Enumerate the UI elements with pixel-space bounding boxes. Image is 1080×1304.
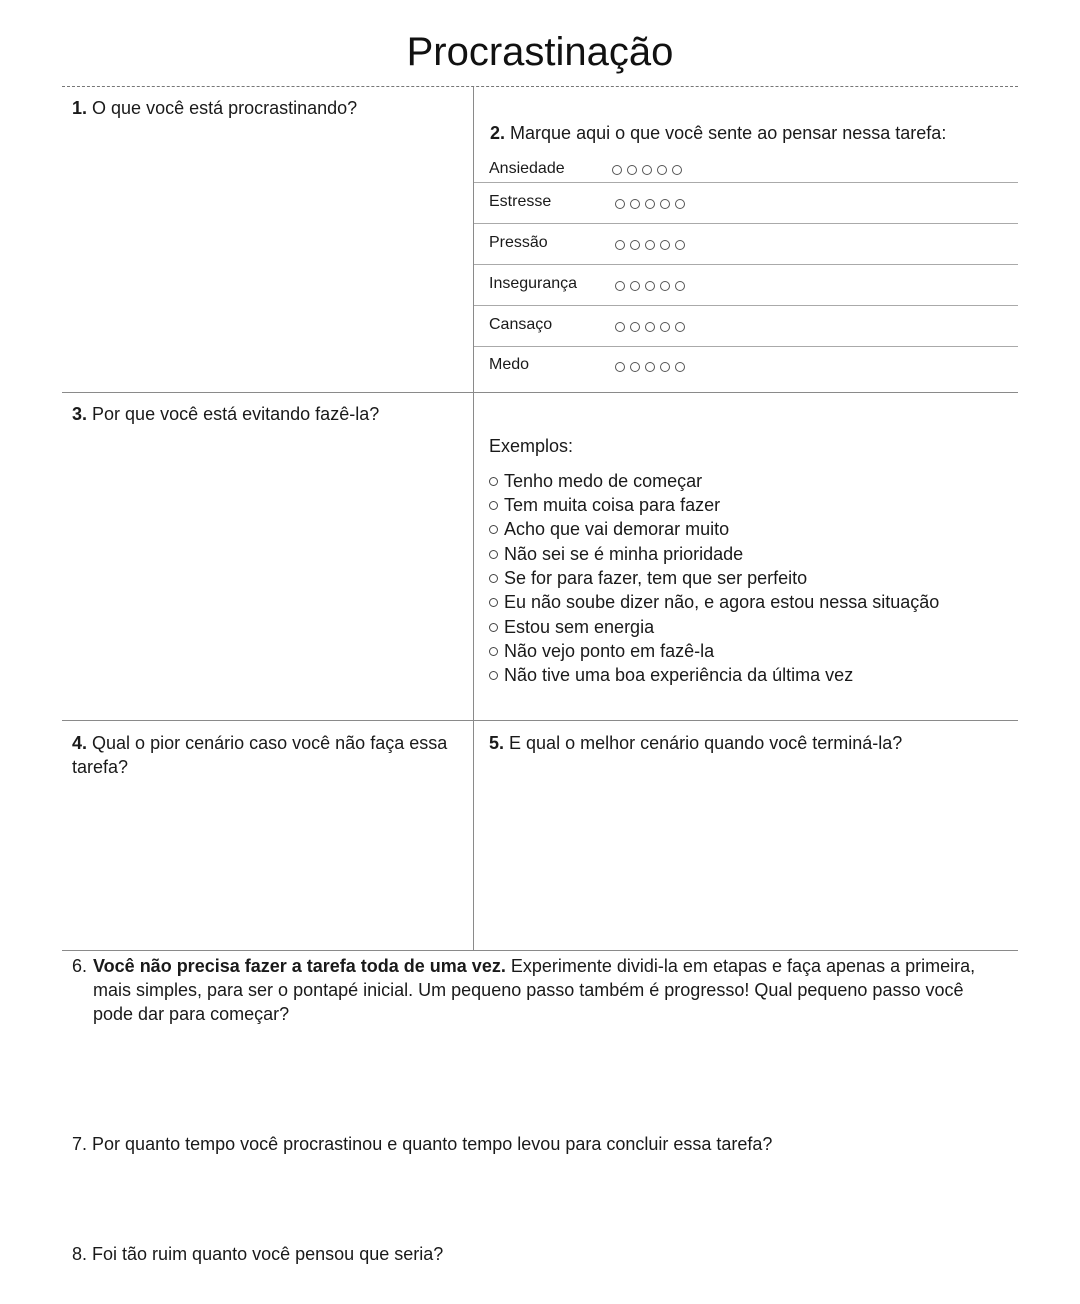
row-divider-2 [62,720,1018,721]
question-6-text: Experimente dividi-la em etapas e faça apenas a primeira, mais simples, para ser o pontapé inicial. Um pequeno passo também é progresso! Qual pequeno passo você pode dar para começar? [93,956,976,1024]
rating-circle-icon[interactable] [675,281,685,291]
rating-circle-icon[interactable] [660,281,670,291]
rating-circle-icon[interactable] [660,199,670,209]
checkbox-circle-icon[interactable] [489,598,498,607]
checkbox-circle-icon[interactable] [489,550,498,559]
row-divider-1 [62,392,1018,393]
column-divider-middle [473,393,474,721]
rating-circle-icon[interactable] [675,362,685,372]
emotion-label: Pressão [489,234,548,251]
rating-circle-icon[interactable] [645,199,655,209]
rating-circle-icon[interactable] [615,199,625,209]
question-2-number: 2. [490,123,506,143]
emotion-rating[interactable] [615,319,690,336]
example-item-label: Tenho medo de começar [504,471,703,491]
rating-circle-icon[interactable] [645,322,655,332]
question-4-text: Qual o pior cenário caso você não faça essa tarefa? [72,733,448,777]
rating-circle-icon[interactable] [657,165,667,175]
examples-heading: Exemplos: [489,436,574,456]
rating-circle-icon[interactable] [615,240,625,250]
question-3 [72,402,467,426]
emotion-label: Estresse [489,193,552,210]
example-item[interactable] [489,469,702,493]
question-4 [72,731,457,779]
example-item[interactable] [489,590,939,614]
emotion-rating[interactable] [615,196,690,213]
question-2-text: Marque aqui o que você sente ao pensar nessa tarefa: [510,123,947,143]
emotion-label: Cansaço [489,316,553,333]
question-6-bold-text: Você não precisa fazer a tarefa toda de uma vez. [93,956,506,976]
row-divider-3 [62,950,1018,951]
question-2 [490,121,1010,145]
example-item-label: Estou sem energia [504,617,655,637]
rating-circle-icon[interactable] [645,281,655,291]
emotion-divider [474,223,1018,224]
rating-circle-icon[interactable] [630,240,640,250]
emotion-rating[interactable] [612,162,687,179]
checkbox-circle-icon[interactable] [489,647,498,656]
emotion-label: Medo [489,356,530,373]
rating-circle-icon[interactable] [615,362,625,372]
question-1-text: O que você está procrastinando? [92,98,358,118]
title-divider [62,86,1018,87]
question-3-number: 3. [72,404,88,424]
example-item[interactable] [489,615,654,639]
emotion-rating[interactable] [615,278,690,295]
rating-circle-icon[interactable] [612,165,622,175]
rating-circle-icon[interactable] [672,165,682,175]
rating-circle-icon[interactable] [615,281,625,291]
checkbox-circle-icon[interactable] [489,525,498,534]
example-item-label: Se for para fazer, tem que ser perfeito [504,568,808,588]
emotion-label: Insegurança [489,275,578,292]
example-item[interactable] [489,566,807,590]
question-1-number: 1. [72,98,88,118]
emotion-divider [474,264,1018,265]
example-item-label: Eu não soube dizer não, e agora estou nessa situação [504,592,940,612]
example-item-label: Acho que vai demorar muito [504,519,730,539]
page-title: Procrastinação [406,30,674,74]
example-item-label: Não vejo ponto em fazê-la [504,641,715,661]
rating-circle-icon[interactable] [615,322,625,332]
checkbox-circle-icon[interactable] [489,623,498,632]
emotion-divider [474,346,1018,347]
question-5 [489,731,1009,755]
rating-circle-icon[interactable] [630,362,640,372]
question-5-number: 5. [489,733,505,753]
question-7-number: 7. [72,1134,88,1154]
rating-circle-icon[interactable] [630,199,640,209]
question-7-text: Por quanto tempo você procrastinou e quanto tempo levou para concluir essa tarefa? [92,1134,773,1154]
rating-circle-icon[interactable] [660,322,670,332]
question-8-number: 8. [72,1244,88,1264]
question-6 [72,954,992,1026]
question-7 [72,1132,1012,1156]
example-item-label: Não tive uma boa experiência da última vez [504,665,854,685]
rating-circle-icon[interactable] [645,240,655,250]
emotion-rating[interactable] [615,359,690,376]
question-6-number: 6. [72,956,88,976]
rating-circle-icon[interactable] [675,199,685,209]
rating-circle-icon[interactable] [675,240,685,250]
rating-circle-icon[interactable] [627,165,637,175]
checkbox-circle-icon[interactable] [489,501,498,510]
emotion-rating[interactable] [615,237,690,254]
example-item[interactable] [489,663,853,687]
column-divider-bottom [473,721,474,950]
question-8 [72,1242,1012,1266]
question-8-text: Foi tão ruim quanto você pensou que seria? [92,1244,444,1264]
column-divider-top [473,87,474,393]
checkbox-circle-icon[interactable] [489,477,498,486]
rating-circle-icon[interactable] [660,362,670,372]
question-4-number: 4. [72,733,88,753]
example-item[interactable] [489,493,720,517]
question-3-text: Por que você está evitando fazê-la? [92,404,380,424]
rating-circle-icon[interactable] [630,281,640,291]
example-item[interactable] [489,517,729,541]
question-5-text: E qual o melhor cenário quando você terminá-la? [509,733,903,753]
rating-circle-icon[interactable] [645,362,655,372]
rating-circle-icon[interactable] [642,165,652,175]
example-item-label: Não sei se é minha prioridade [504,544,744,564]
example-item-label: Tem muita coisa para fazer [504,495,721,515]
rating-circle-icon[interactable] [675,322,685,332]
rating-circle-icon[interactable] [660,240,670,250]
checkbox-circle-icon[interactable] [489,671,498,680]
emotion-label: Ansiedade [489,160,565,177]
emotion-divider [474,305,1018,306]
emotion-divider [474,182,1018,183]
question-1 [72,96,467,120]
example-item[interactable] [489,639,714,663]
checkbox-circle-icon[interactable] [489,574,498,583]
rating-circle-icon[interactable] [630,322,640,332]
example-item[interactable] [489,542,743,566]
